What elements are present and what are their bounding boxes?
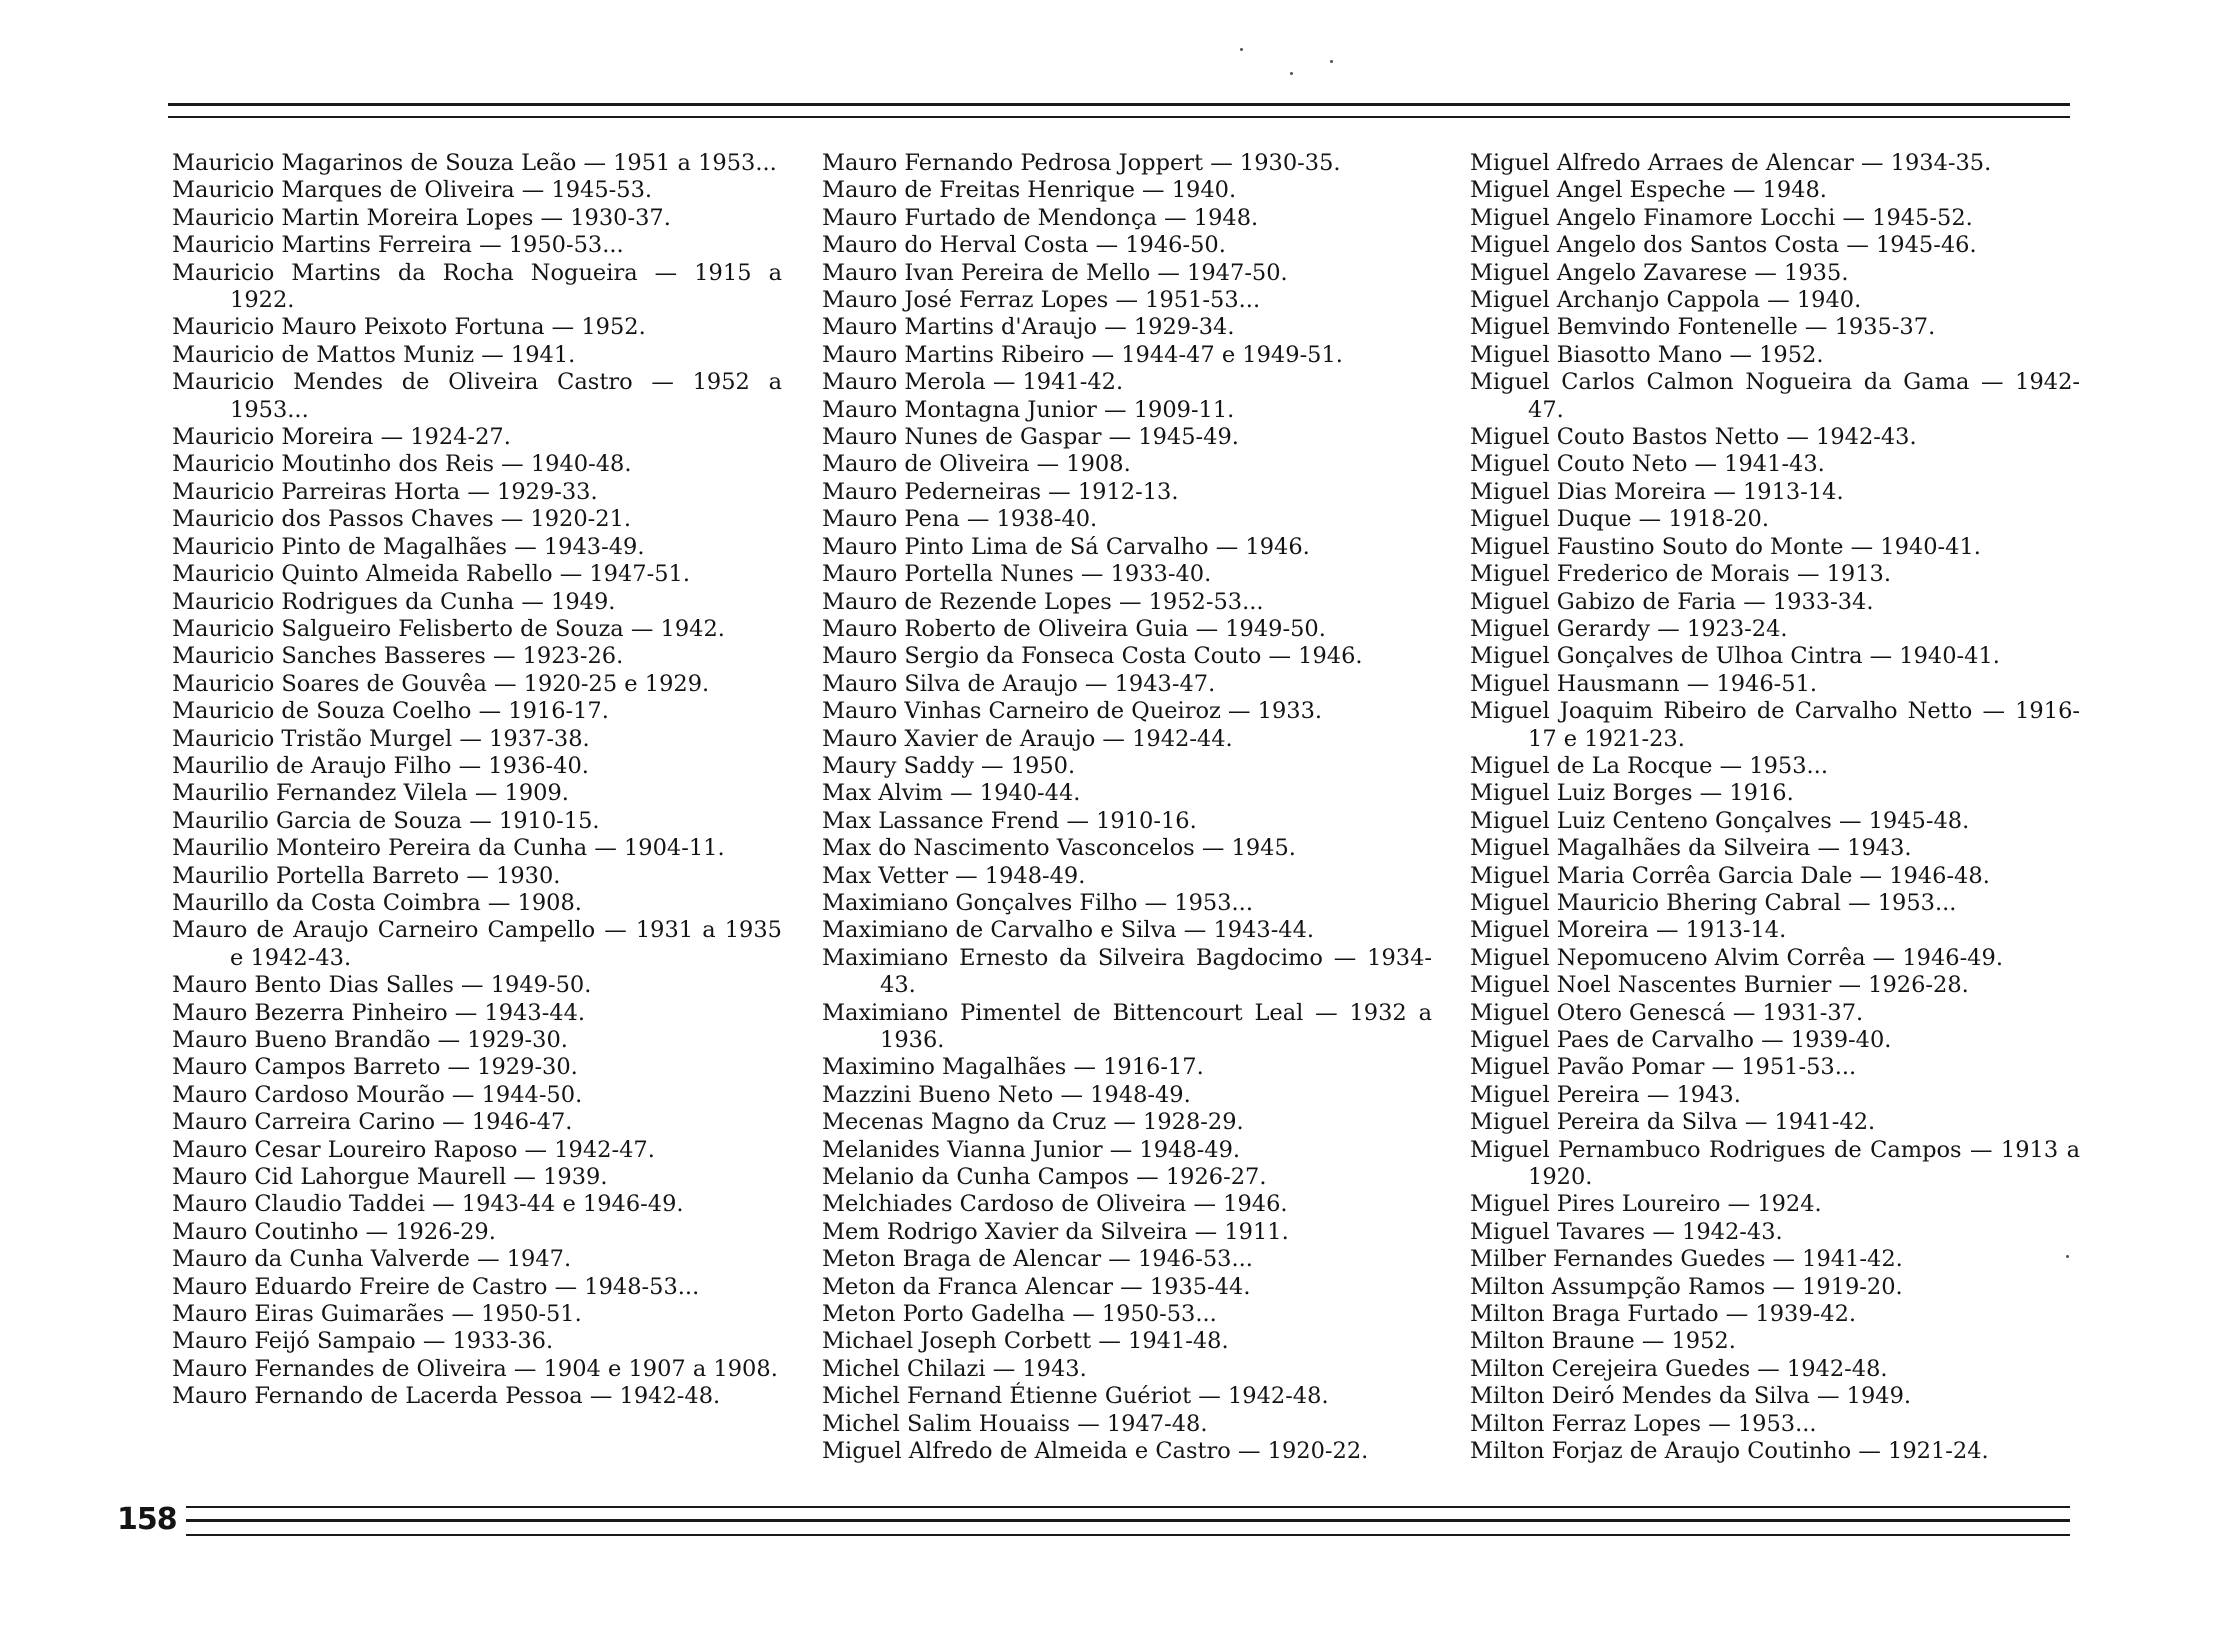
index-entry: Miguel Pereira — 1943. <box>1470 1081 1741 1108</box>
index-entry: Mauro Pinto Lima de Sá Carvalho — 1946. <box>822 533 1310 560</box>
index-entry: Miguel Magalhães da Silveira — 1943. <box>1470 835 1912 862</box>
index-entry: Miguel Archanjo Cappola — 1940. <box>1470 287 1862 314</box>
index-entry: Mauricio Martin Moreira Lopes — 1930-37. <box>172 204 671 231</box>
index-entry: Mauricio Martins da Rocha Nogueira — 1915 a 1922. <box>172 259 782 314</box>
index-entry: Maurilio Portella Barreto — 1930. <box>172 862 561 889</box>
index-entry: Miguel Biasotto Mano — 1952. <box>1470 341 1824 368</box>
index-entry: Miguel Carlos Calmon Nogueira da Gama — 1942-47. <box>1470 369 2080 423</box>
index-entry: Miguel Alfredo de Almeida e Castro — 1920-22. <box>822 1438 1369 1465</box>
index-entry: Mauro Pena — 1938-40. <box>822 506 1098 533</box>
index-entry: Max Lassance Frend — 1910-16. <box>822 807 1197 834</box>
index-entry: Mauro Claudio Taddei — 1943-44 e 1946-49. <box>172 1191 684 1218</box>
index-entry: Mauricio Mendes de Oliveira Castro — 1952 a 1953... <box>172 369 782 423</box>
scan-speck <box>1290 72 1293 75</box>
footer-rule-thin <box>186 1534 2070 1536</box>
index-entry: Miguel Frederico de Morais — 1913. <box>1470 561 1892 588</box>
index-entry: Miguel Paes de Carvalho — 1939-40. <box>1470 1027 1892 1053</box>
index-entry: Mauricio Soares de Gouvêa — 1920-25 e 1929. <box>172 670 710 697</box>
index-entry: Michel Salim Houaiss — 1947-48. <box>822 1410 1208 1437</box>
index-entry: Miguel Angelo Zavarese — 1935. <box>1470 259 1849 286</box>
index-entry: Mauro Furtado de Mendonça — 1948. <box>822 204 1259 231</box>
index-entry: Maximiano de Carvalho e Silva — 1943-44. <box>822 917 1315 944</box>
index-entry: Mauro Eduardo Freire de Castro — 1948-53... <box>172 1273 700 1300</box>
index-entry: Meton Braga de Alencar — 1946-53... <box>822 1246 1253 1273</box>
index-entry: Miguel Maria Corrêa Garcia Dale — 1946-48. <box>1470 862 1990 889</box>
index-entry: Milton Ferraz Lopes — 1953... <box>1470 1410 1817 1437</box>
index-entry: Miguel Noel Nascentes Burnier — 1926-28. <box>1470 972 1969 999</box>
index-entry: Melchiades Cardoso de Oliveira — 1946. <box>822 1191 1288 1218</box>
index-entry: Mauro Roberto de Oliveira Guia — 1949-50. <box>822 615 1326 642</box>
index-entry: Mauro Fernando de Lacerda Pessoa — 1942-48. <box>172 1383 721 1410</box>
index-entry: Maximiano Gonçalves Filho — 1953... <box>822 889 1253 916</box>
index-entry: Miguel Pereira da Silva — 1941-42. <box>1470 1109 1876 1136</box>
index-entry: Miguel Alfredo Arraes de Alencar — 1934-35. <box>1470 150 1992 176</box>
index-entry: Mauro Bueno Brandão — 1929-30. <box>172 1027 568 1053</box>
index-entry: Mauro Sergio da Fonseca Costa Couto — 1946. <box>822 643 1363 670</box>
index-entry: Mauro Fernando Pedrosa Joppert — 1930-35. <box>822 150 1341 176</box>
index-entry: Miguel Gabizo de Faria — 1933-34. <box>1470 588 1874 615</box>
index-entry: Miguel Gerardy — 1923-24. <box>1470 615 1788 642</box>
index-entry: Melanio da Cunha Campos — 1926-27. <box>822 1164 1267 1191</box>
index-entry: Miguel Angelo Finamore Locchi — 1945-52. <box>1470 204 1973 231</box>
index-entry: Maximiano Pimentel de Bittencourt Leal — 1932 a 1936. <box>822 999 1432 1053</box>
column-1 <box>172 150 782 1411</box>
index-entry: Mauro José Ferraz Lopes — 1951-53... <box>822 287 1261 314</box>
index-entry: Miguel Joaquim Ribeiro de Carvalho Netto — 1916-17 e 1921-23. <box>1470 698 2080 752</box>
index-entry: Miguel Otero Genescá — 1931-37. <box>1470 999 1864 1026</box>
header-rule-thin <box>168 116 2070 118</box>
index-entry: Mauro Carreira Carino — 1946-47. <box>172 1109 573 1136</box>
index-entry: Miguel de La Rocque — 1953... <box>1470 752 1828 779</box>
index-entry: Mauro Montagna Junior — 1909-11. <box>822 396 1235 423</box>
index-entry: Miguel Hausmann — 1946-51. <box>1470 670 1818 697</box>
index-entry: Mauro Portella Nunes — 1933-40. <box>822 561 1212 588</box>
index-entry: Mauro Feijó Sampaio — 1933-36. <box>172 1328 554 1355</box>
header-rule <box>168 103 2070 106</box>
index-entry: Mazzini Bueno Neto — 1948-49. <box>822 1081 1191 1108</box>
index-entry: Mauro Bento Dias Salles — 1949-50. <box>172 972 592 999</box>
index-entry: Miguel Pires Loureiro — 1924. <box>1470 1191 1822 1218</box>
index-entry: Mauro Cardoso Mourão — 1944-50. <box>172 1081 583 1108</box>
index-entry: Maurilio de Araujo Filho — 1936-40. <box>172 752 589 779</box>
index-entry: Miguel Angel Espeche — 1948. <box>1470 177 1827 204</box>
index-entry: Mauricio Sanches Basseres — 1923-26. <box>172 643 624 670</box>
index-entry: Max do Nascimento Vasconcelos — 1945. <box>822 835 1296 862</box>
index-entry: Maurilio Monteiro Pereira da Cunha — 1904-11. <box>172 835 725 862</box>
index-entry: Mauricio Moreira — 1924-27. <box>172 424 511 451</box>
index-entry: Mauro de Araujo Carneiro Campello — 1931 a 1935 e 1942-43. <box>172 917 782 971</box>
index-entry: Milton Forjaz de Araujo Coutinho — 1921-24. <box>1470 1438 1989 1465</box>
index-entry: Mauro Ivan Pereira de Mello — 1947-50. <box>822 259 1288 286</box>
index-entry: Michel Fernand Étienne Guériot — 1942-48. <box>822 1383 1329 1410</box>
index-entry: Mauricio de Mattos Muniz — 1941. <box>172 341 576 368</box>
index-entry: Michel Chilazi — 1943. <box>822 1355 1087 1382</box>
index-entry: Miguel Mauricio Bhering Cabral — 1953... <box>1470 889 1957 916</box>
index-entry: Miguel Pavão Pomar — 1951-53... <box>1470 1054 1857 1081</box>
index-entry: Mauro Merola — 1941-42. <box>822 369 1124 396</box>
index-entry: Milber Fernandes Guedes — 1941-42. <box>1470 1246 1903 1273</box>
index-entry: Miguel Moreira — 1913-14. <box>1470 917 1787 944</box>
index-entry: Michael Joseph Corbett — 1941-48. <box>822 1328 1229 1355</box>
scan-speck <box>1330 60 1333 63</box>
index-entry: Mauro Cid Lahorgue Maurell — 1939. <box>172 1164 608 1191</box>
index-entry: Mauricio Pinto de Magalhães — 1943-49. <box>172 533 645 560</box>
index-entry: Maury Saddy — 1950. <box>822 752 1076 779</box>
index-entry: Mauro Xavier de Araujo — 1942-44. <box>822 725 1233 752</box>
index-entry: Miguel Couto Bastos Netto — 1942-43. <box>1470 424 1917 451</box>
column-2 <box>822 150 1432 1466</box>
index-entry: Mauro do Herval Costa — 1946-50. <box>822 232 1226 259</box>
index-entry: Mauro Silva de Araujo — 1943-47. <box>822 670 1216 697</box>
index-entry: Mauricio Marques de Oliveira — 1945-53. <box>172 177 653 204</box>
index-entry: Milton Deiró Mendes da Silva — 1949. <box>1470 1383 1912 1410</box>
index-entry: Mem Rodrigo Xavier da Silveira — 1911. <box>822 1218 1289 1245</box>
page-number: 158 <box>117 1502 177 1537</box>
index-entry: Milton Braune — 1952. <box>1470 1328 1736 1355</box>
index-entry: Mauro da Cunha Valverde — 1947. <box>172 1246 572 1273</box>
index-entry: Mauro de Oliveira — 1908. <box>822 451 1131 478</box>
index-entry: Mauricio Parreiras Horta — 1929-33. <box>172 478 598 505</box>
index-entry: Mauricio Rodrigues da Cunha — 1949. <box>172 588 616 615</box>
index-entry: Mauricio Mauro Peixoto Fortuna — 1952. <box>172 314 646 341</box>
index-entry: Mecenas Magno da Cruz — 1928-29. <box>822 1109 1244 1136</box>
index-entry: Mauro Vinhas Carneiro de Queiroz — 1933. <box>822 698 1323 725</box>
footer-rule <box>186 1506 2070 1508</box>
index-entry: Mauricio Martins Ferreira — 1950-53... <box>172 232 624 259</box>
index-entry: Miguel Tavares — 1942-43. <box>1470 1218 1783 1245</box>
index-entry: Miguel Gonçalves de Ulhoa Cintra — 1940-41. <box>1470 643 2000 670</box>
index-entry: Maurillo da Costa Coimbra — 1908. <box>172 889 582 916</box>
index-entry: Mauro Campos Barreto — 1929-30. <box>172 1054 578 1081</box>
index-entry: Mauricio Tristão Murgel — 1937-38. <box>172 725 590 752</box>
index-entry: Mauro de Rezende Lopes — 1952-53... <box>822 588 1264 615</box>
scan-speck <box>1240 48 1243 51</box>
index-entry: Mauro Coutinho — 1926-29. <box>172 1218 496 1245</box>
index-entry: Maximino Magalhães — 1916-17. <box>822 1054 1204 1081</box>
index-entry: Maurilio Garcia de Souza — 1910-15. <box>172 807 600 834</box>
index-entry: Maximiano Ernesto da Silveira Bagdocimo — 1934-43. <box>822 944 1432 999</box>
index-entry: Milton Braga Furtado — 1939-42. <box>1470 1301 1857 1328</box>
index-entry: Mauro Martins Ribeiro — 1944-47 e 1949-51. <box>822 341 1343 368</box>
index-entry: Mauro Nunes de Gaspar — 1945-49. <box>822 424 1239 451</box>
index-entry: Meton da Franca Alencar — 1935-44. <box>822 1273 1251 1300</box>
index-entry: Miguel Luiz Borges — 1916. <box>1470 780 1794 807</box>
index-entry: Mauricio dos Passos Chaves — 1920-21. <box>172 506 632 533</box>
index-entry: Mauro Martins d'Araujo — 1929-34. <box>822 314 1235 341</box>
index-entry: Mauricio de Souza Coelho — 1916-17. <box>172 698 609 725</box>
index-entry: Mauricio Moutinho dos Reis — 1940-48. <box>172 451 632 478</box>
column-3 <box>1470 150 2080 1466</box>
index-entry: Mauricio Salgueiro Felisberto de Souza — 1942. <box>172 615 725 642</box>
index-entry: Melanides Vianna Junior — 1948-49. <box>822 1136 1241 1163</box>
footer-rule-thick <box>186 1519 2070 1522</box>
index-entry: Milton Cerejeira Guedes — 1942-48. <box>1470 1355 1888 1382</box>
index-entry: Meton Porto Gadelha — 1950-53... <box>822 1301 1217 1328</box>
index-entry: Mauro Cesar Loureiro Raposo — 1942-47. <box>172 1136 655 1163</box>
index-entry: Max Alvim — 1940-44. <box>822 780 1081 807</box>
index-entry: Miguel Duque — 1918-20. <box>1470 506 1769 533</box>
index-entry: Max Vetter — 1948-49. <box>822 862 1086 889</box>
index-entry: Mauro Fernandes de Oliveira — 1904 e 1907 a 1908. <box>172 1355 778 1382</box>
index-entry: Milton Assumpção Ramos — 1919-20. <box>1470 1273 1903 1300</box>
index-entry: Mauro Pederneiras — 1912-13. <box>822 478 1179 505</box>
index-entry: Miguel Luiz Centeno Gonçalves — 1945-48. <box>1470 807 1970 834</box>
index-entry: Mauricio Magarinos de Souza Leão — 1951 a 1953... <box>172 150 777 176</box>
index-entry: Miguel Pernambuco Rodrigues de Campos — 1913 a 1920. <box>1470 1136 2080 1191</box>
index-entry: Mauro Bezerra Pinheiro — 1943-44. <box>172 999 586 1026</box>
index-entry: Miguel Bemvindo Fontenelle — 1935-37. <box>1470 314 1936 341</box>
index-entry: Miguel Angelo dos Santos Costa — 1945-46. <box>1470 232 1977 259</box>
index-entry: Mauro de Freitas Henrique — 1940. <box>822 177 1237 204</box>
index-entry: Miguel Couto Neto — 1941-43. <box>1470 451 1825 478</box>
index-entry: Maurilio Fernandez Vilela — 1909. <box>172 780 569 807</box>
index-entry: Miguel Faustino Souto do Monte — 1940-41. <box>1470 533 1981 560</box>
index-entry: Mauricio Quinto Almeida Rabello — 1947-51. <box>172 561 690 588</box>
index-entry: Miguel Nepomuceno Alvim Corrêa — 1946-49. <box>1470 944 2003 971</box>
index-entry: Mauro Eiras Guimarães — 1950-51. <box>172 1301 582 1328</box>
index-entry: Miguel Dias Moreira — 1913-14. <box>1470 478 1844 505</box>
